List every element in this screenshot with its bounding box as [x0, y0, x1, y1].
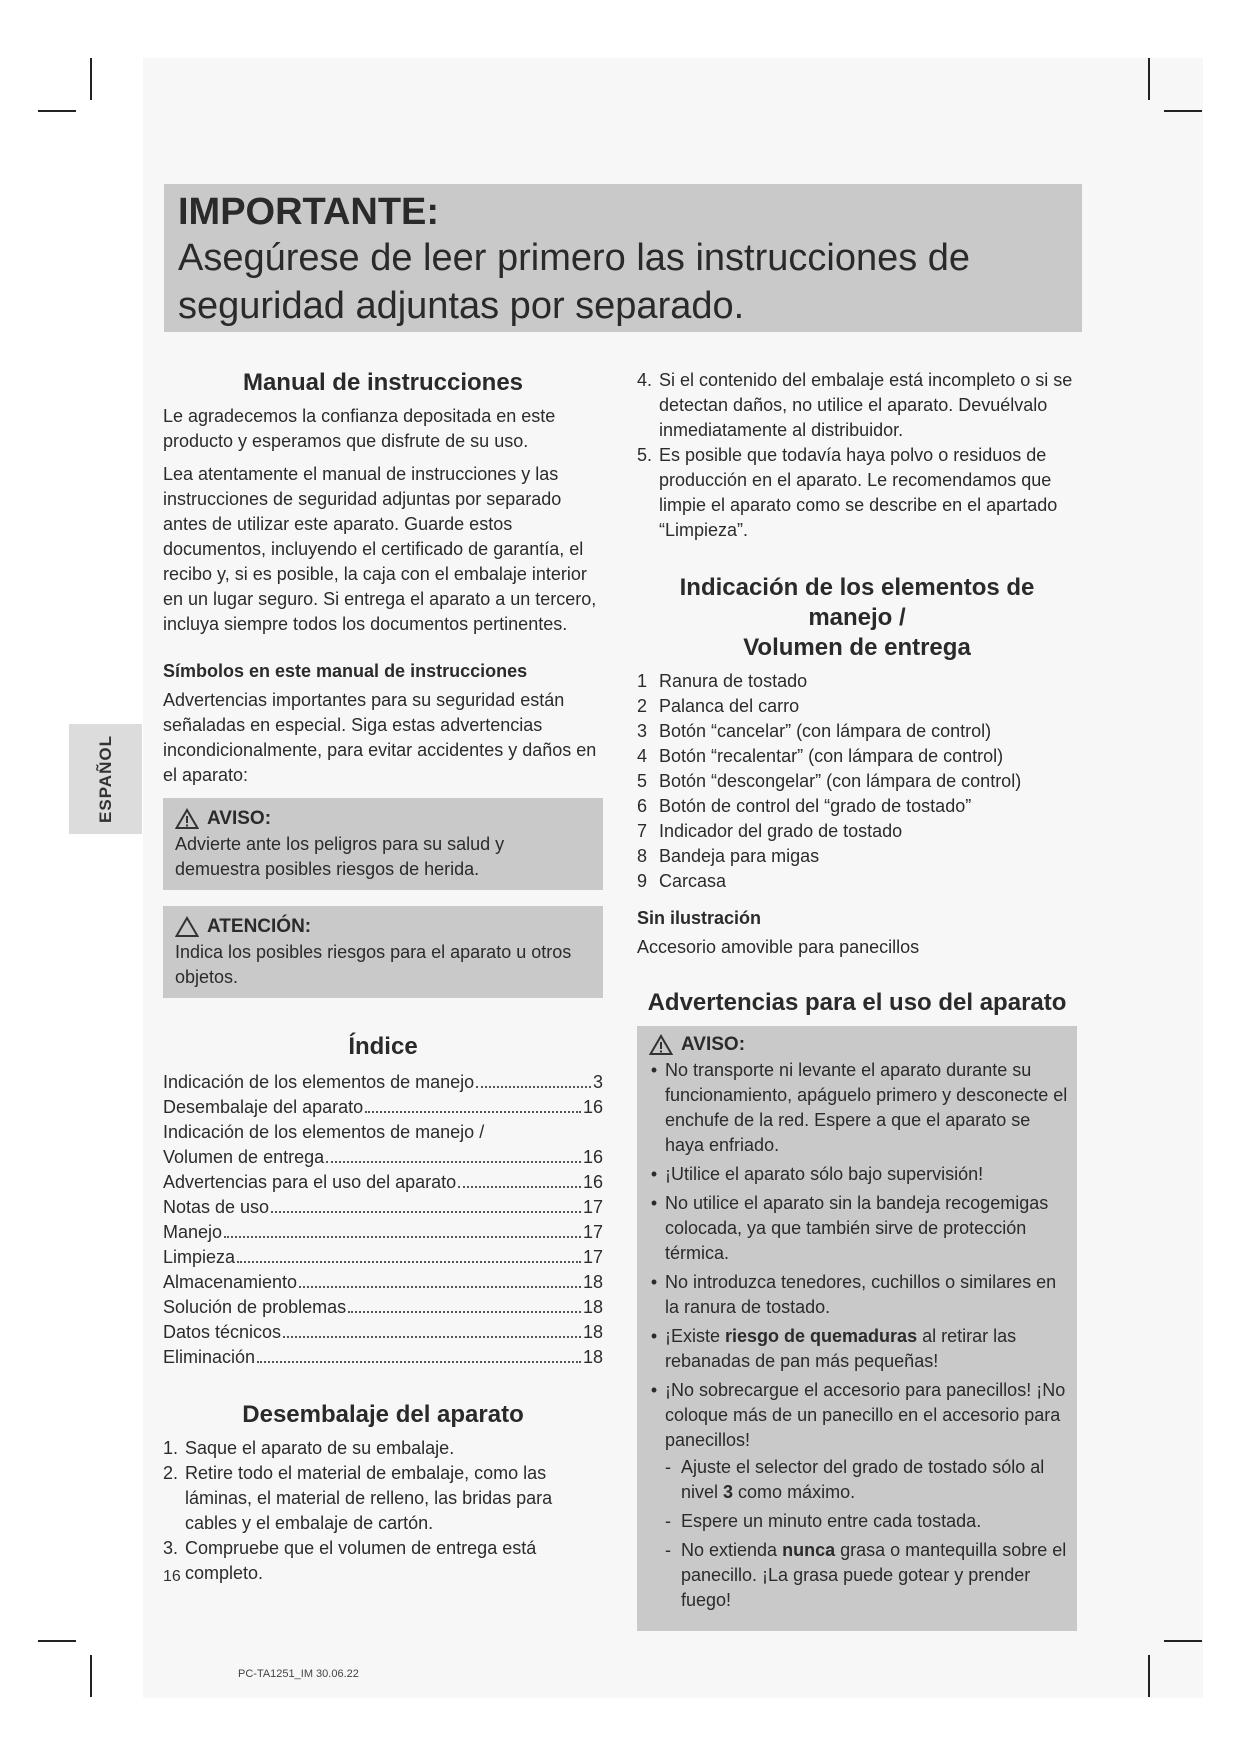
list-item: • No introduzca tenedores, cuchillos o similares en la ranura de tostado. [650, 1272, 1057, 1317]
crop-mark [90, 1655, 92, 1697]
atencion-box [163, 906, 603, 998]
index-entry: Desembalaje del aparato 16 [163, 1097, 603, 1117]
warnings-heading: Advertencias para el uso del aparato [647, 989, 1067, 1016]
language-tab [69, 724, 142, 834]
sub-warnings [665, 1455, 1069, 1613]
symbols-heading: Símbolos en este manual de instrucciones [163, 661, 528, 681]
list-item: - No extienda nunca grasa o mantequilla sobre el panecillo. ¡La grasa puede gotear y prender fuego! [665, 1540, 1067, 1610]
list-item: 4. Si el contenido del embalaje está incompleto o si se detectan daños, no utilice el aparato. Devuélvalo inmediatamente al distribuidor. [637, 370, 1073, 440]
index-entry: Indicación de los elementos de manejo / [163, 1122, 485, 1142]
index-entry: Almacenamiento 18 [163, 1272, 603, 1292]
no-illustration-heading: Sin ilustración [637, 908, 762, 928]
warnings-label: AVISO: [681, 1034, 746, 1055]
crop-mark [1148, 1655, 1150, 1697]
index-entry: Notas de uso 17 [163, 1197, 603, 1217]
controls-heading-line-2: Volumen de entrega [743, 634, 971, 661]
list-item: 3 Botón “cancelar” (con lámpara de control) [637, 721, 992, 741]
index-heading: Índice [348, 1033, 418, 1060]
crop-mark [1164, 1640, 1202, 1642]
list-item: 2 Palanca del carro [637, 696, 800, 716]
manual-heading: Manual de instrucciones [242, 369, 524, 396]
crop-mark [1164, 110, 1202, 112]
list-item: • ¡No sobrecargue el accesorio para panecillos! ¡No coloque más de un panecillo en el accesorio para panecillos! - Ajuste el selector del grado de tostado sólo al nivel 3 como máximo. - Espere un minuto entre cada tostada. - No extienda nunca grasa o mantequilla sobre el panecillo. ¡La grasa puede gotear y prender fuego! [643, 1378, 1069, 1617]
crop-mark [90, 58, 92, 100]
list-item: • No transporte ni levante el aparato durante su funcionamiento, apáguelo primero y desconecte el enchufe de la red. Espere a que el aparato se haya enfriado. [650, 1060, 1068, 1155]
crop-mark [38, 1640, 76, 1642]
atencion-text: Indica los posibles riesgos para el aparato u otros objetos. [175, 942, 572, 987]
warning-triangle-icon [649, 1034, 673, 1056]
banner-subtitle: Asegúrese de leer primero las instrucciones de seguridad adjuntas por separado. [178, 237, 971, 327]
warning-triangle-icon [175, 808, 199, 830]
list-item: - Espere un minuto entre cada tostada. [665, 1511, 982, 1531]
index-entry: Volumen de entrega 16 [163, 1147, 603, 1167]
banner-title: IMPORTANTE: [178, 191, 440, 233]
index-entry: Limpieza 17 [163, 1247, 603, 1267]
index-entry: Manejo 17 [163, 1222, 603, 1242]
index-entry: Datos técnicos 18 [163, 1322, 603, 1342]
page-number: 16 [163, 1568, 181, 1585]
index-list [163, 1070, 603, 1370]
list-item: 6 Botón de control del “grado de tostado” [637, 796, 972, 816]
list-item: 1. Saque el aparato de su embalaje. [163, 1438, 455, 1458]
controls-list [637, 669, 1077, 894]
crop-mark [1148, 58, 1150, 100]
language-tab-label: ESPAÑOL [95, 735, 115, 823]
unpack-steps-continued [637, 368, 1077, 543]
intro-paragraph-1: Le agradecemos la confianza depositada en este producto y esperamos que disfrute de su uso. [163, 406, 556, 451]
footer-code: PC-TA1251_IM 30.06.22 [238, 1668, 359, 1680]
list-item: 3. Compruebe que el volumen de entrega está completo. [163, 1538, 537, 1583]
intro-paragraph-2: Lea atentamente el manual de instrucciones y las instrucciones de seguridad adjuntas por separado antes de utilizar este aparato. Guarde estos documentos, incluyendo el certificado de garantía, el recibo y, si es posible, la caja con el embalaje interior en un lugar seguro. Si entrega el aparato a un tercero, incluya siempre todos los documentos pertinentes. [163, 464, 597, 634]
controls-heading-line-1: Indicación de los elementos de manejo / [679, 574, 1035, 631]
caution-triangle-icon [175, 916, 199, 938]
warnings-list [643, 1058, 1069, 1617]
symbols-text: Advertencias importantes para su seguridad están señaladas en especial. Siga estas advertencias incondicionalmente, para evitar accidentes y daños en el aparato: [163, 690, 597, 785]
list-item: 7 Indicador del grado de tostado [637, 821, 903, 841]
list-item: 1 Ranura de tostado [637, 671, 808, 691]
warnings-box [637, 1026, 1077, 1631]
list-item: - Ajuste el selector del grado de tostado sólo al nivel 3 como máximo. [665, 1457, 1045, 1502]
list-item: 4 Botón “recalentar” (con lámpara de control) [637, 746, 1004, 766]
index-entry: Solución de problemas 18 [163, 1297, 603, 1317]
list-item: 9 Carcasa [637, 871, 727, 891]
list-item: • ¡Existe riesgo de quemaduras al retirar las rebanadas de pan más pequeñas! [650, 1326, 1017, 1371]
important-banner [164, 184, 1082, 332]
unpack-heading: Desembalaje del aparato [242, 1401, 524, 1428]
aviso-box [163, 798, 603, 890]
list-item: 2. Retire todo el material de embalaje, como las láminas, el material de relleno, las bridas para cables y el embalaje de cartón. [163, 1463, 553, 1533]
crop-mark [38, 110, 76, 112]
list-item: • No utilice el aparato sin la bandeja recogemigas colocada, ya que también sirve de protección térmica. [650, 1193, 1049, 1263]
list-item: 8 Bandeja para migas [637, 846, 820, 866]
index-entry: Indicación de los elementos de manejo 3 [163, 1072, 603, 1092]
atencion-label: ATENCIÓN: [207, 916, 312, 937]
index-entry: Advertencias para el uso del aparato 16 [163, 1172, 603, 1192]
right-column [637, 368, 1077, 1631]
list-item: 5 Botón “descongelar” (con lámpara de control) [637, 771, 1022, 791]
list-item: • ¡Utilice el aparato sólo bajo supervisión! [650, 1164, 984, 1184]
aviso-text: Advierte ante los peligros para su salud y demuestra posibles riesgos de herida. [175, 834, 505, 879]
no-illustration-text: Accesorio amovible para panecillos [637, 937, 920, 957]
index-entry: Eliminación 18 [163, 1347, 603, 1367]
list-item: 5. Es posible que todavía haya polvo o residuos de producción en el aparato. Le recomendamos que limpie el aparato como se describe en el apartado “Limpieza”. [637, 445, 1058, 540]
unpack-steps [163, 1436, 603, 1586]
left-column [163, 368, 603, 1586]
aviso-label: AVISO: [207, 808, 272, 829]
